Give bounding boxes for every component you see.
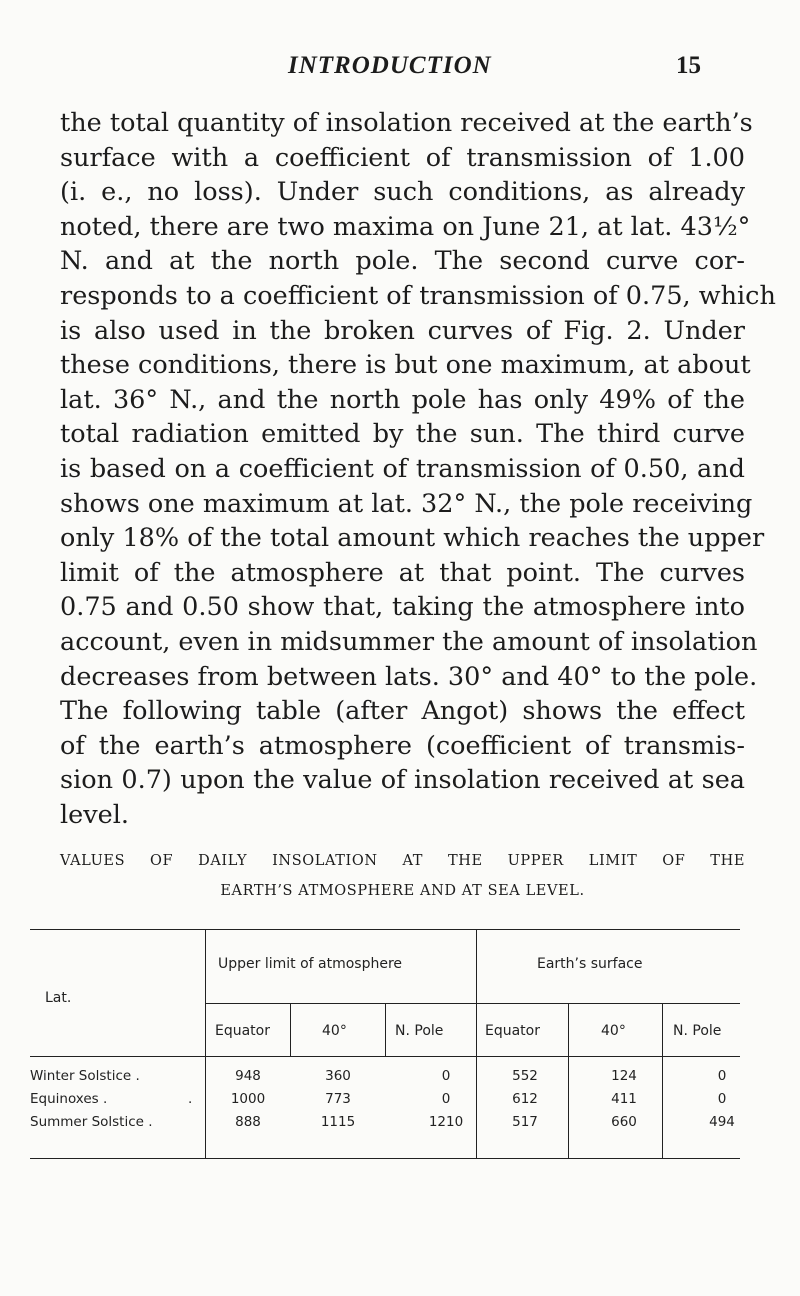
row-label: Summer Solstice . (30, 1114, 153, 1130)
table-cell: 494 (709, 1114, 735, 1130)
subheader-pole: N. Pole (673, 1023, 722, 1039)
col-divider (476, 929, 477, 1158)
body-line: total radiation emitted by the sun. The third curve (60, 419, 745, 450)
body-line: limit of the atmosphere at that point. The curves (60, 557, 745, 588)
table-bottom-rule (30, 1158, 740, 1159)
table-caption (60, 846, 745, 906)
body-line: decreases from between lats. 30° and 40° to the pole. (60, 661, 758, 692)
table-cell: 773 (325, 1091, 351, 1107)
table-cell: 1000 (230, 1091, 266, 1107)
lat-header: Lat. (45, 990, 72, 1006)
subheader-equator: Equator (215, 1023, 270, 1039)
group-header-rule (205, 1003, 740, 1004)
col-divider (568, 1004, 569, 1158)
body-line: is based on a coefficient of transmission of 0.50, and (60, 453, 745, 484)
col-divider (290, 1004, 291, 1056)
caption-line-2: EARTH’S ATMOSPHERE AND AT SEA LEVEL. (220, 883, 585, 899)
subheader-equator: Equator (485, 1023, 540, 1039)
table-cell: 0 (441, 1091, 451, 1107)
body-line: (i. e., no loss). Under such conditions, as already (60, 177, 745, 208)
body-line: of the earth’s atmosphere (coefficient of transmis- (60, 730, 745, 761)
header-bottom-rule (30, 1056, 740, 1057)
page-number: 15 (676, 52, 701, 79)
table-cell: 0 (717, 1068, 727, 1084)
subheader-40: 40° (322, 1023, 347, 1039)
table-cell: 660 (611, 1114, 637, 1130)
body-line: The following table (after Angot) shows the effect (60, 696, 745, 727)
col-divider (205, 929, 206, 1158)
body-line: account, even in midsummer the amount of insolation (60, 626, 758, 657)
table-cell: 552 (512, 1068, 538, 1084)
table-cell: 124 (611, 1068, 637, 1084)
col-divider (385, 1004, 386, 1056)
body-line: 0.75 and 0.50 show that, taking the atmosphere into (60, 592, 745, 623)
table-cell: 0 (717, 1091, 727, 1107)
body-line: is also used in the broken curves of Fig. 2. Under (60, 315, 745, 346)
table-cell: 888 (235, 1114, 261, 1130)
body-line: only 18% of the total amount which reaches the upper (60, 523, 765, 554)
table-cell: 948 (235, 1068, 261, 1084)
col-divider (662, 1004, 663, 1158)
running-title: INTRODUCTION (288, 52, 492, 79)
body-line: the total quantity of insolation received at the earth’s (60, 108, 753, 138)
body-line: sion 0.7) upon the value of insolation received at sea (60, 765, 745, 796)
body-line: noted, there are two maxima on June 21, at lat. 43½° (60, 211, 751, 242)
body-line: shows one maximum at lat. 32° N., the pole receiving (60, 488, 753, 519)
group-header-surface: Earth’s surface (537, 956, 643, 972)
row-label-dot: . (188, 1091, 193, 1107)
table-cell: 360 (325, 1068, 351, 1084)
subheader-40: 40° (601, 1023, 626, 1039)
row-label: Equinoxes . (30, 1091, 108, 1107)
table-cell: 612 (512, 1091, 538, 1107)
body-line: responds to a coefficient of transmission of 0.75, which (60, 280, 776, 311)
table-cell: 0 (441, 1068, 451, 1084)
body-line: lat. 36° N., and the north pole has only 49% of the (60, 384, 745, 415)
body-line: these conditions, there is but one maximum, at about (60, 350, 751, 381)
body-line: level. (60, 799, 130, 830)
caption-line-1: VALUES OF DAILY INSOLATION AT THE UPPER LIMIT OF THE (60, 853, 745, 869)
table-cell: 517 (512, 1114, 538, 1130)
insolation-table (30, 929, 740, 1169)
body-line: surface with a coefficient of transmission of 1.00 (60, 142, 745, 173)
body-line: N. and at the north pole. The second curve cor- (60, 246, 745, 277)
body-paragraph (60, 106, 776, 832)
table-top-rule (30, 929, 740, 930)
table-cell: 411 (611, 1091, 637, 1107)
row-label: Winter Solstice . (30, 1068, 140, 1084)
table-cell: 1115 (320, 1114, 356, 1130)
table-cell: 1210 (428, 1114, 464, 1130)
page-header (0, 52, 800, 92)
subheader-pole: N. Pole (395, 1023, 444, 1039)
group-header-upper: Upper limit of atmosphere (218, 956, 403, 972)
